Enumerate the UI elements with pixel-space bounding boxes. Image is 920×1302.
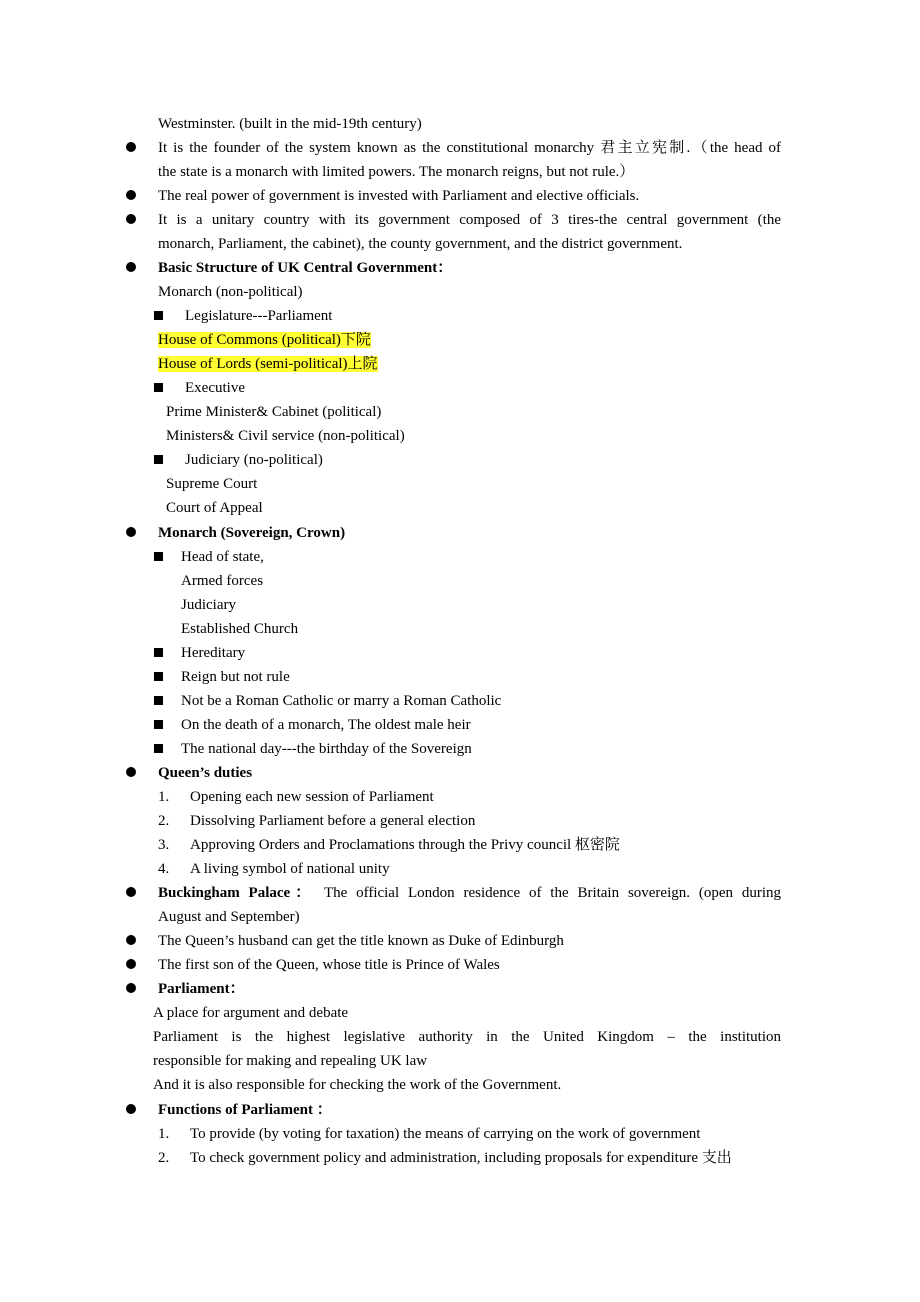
text-line: monarch, Parliament, the cabinet), the county government, and the district government.: [158, 236, 683, 252]
text-line: It is the founder of the system known as the constitutional monarchy 君主立宪制.（the head of: [158, 140, 781, 156]
bullet-dot: [126, 983, 136, 993]
bullet-dot: [126, 142, 136, 152]
section-heading: Functions of Parliament ：: [158, 1102, 332, 1118]
square-bullet: [154, 648, 163, 657]
square-bullet: [154, 383, 163, 392]
square-bullet: [154, 455, 163, 464]
section-heading: Queen’s duties: [158, 765, 253, 781]
square-bullet: [154, 311, 163, 320]
text-line: The first son of the Queen, whose title is Prince of Wales: [158, 957, 500, 973]
text-line: It is a unitary country with its government composed of 3 tires-the central government (the: [158, 212, 781, 228]
text-line: [158, 881, 781, 905]
square-bullet: [154, 552, 163, 561]
text-line: The Queen’s husband can get the title known as Duke of Edinburgh: [158, 933, 564, 949]
text-line: responsible for making and repealing UK law: [153, 1053, 428, 1069]
highlighted-text: [158, 352, 378, 376]
text-line: Court of Appeal: [166, 500, 263, 516]
bullet-dot: [126, 527, 136, 537]
list-number: 4.: [158, 861, 170, 877]
text-line: Supreme Court: [166, 476, 258, 492]
highlighted-text: [158, 328, 371, 352]
bullet-dot: [126, 767, 136, 777]
highlight-span: House of Commons (political)下院: [158, 332, 371, 348]
square-bullet: [154, 720, 163, 729]
bullet-dot: [126, 214, 136, 224]
section-heading: Parliament：: [158, 981, 245, 997]
text-line: Not be a Roman Catholic or marry a Roman Catholic: [181, 693, 502, 709]
square-bullet: [154, 672, 163, 681]
bullet-dot: [126, 1104, 136, 1114]
section-heading: Monarch (Sovereign, Crown): [158, 525, 346, 541]
bullet-dot: [126, 959, 136, 969]
text-line: Hereditary: [181, 645, 246, 661]
bullet-dot: [126, 887, 136, 897]
text-line: A place for argument and debate: [153, 1005, 349, 1021]
text-line: Armed forces: [181, 573, 264, 589]
square-bullet: [154, 696, 163, 705]
text-line: Reign but not rule: [181, 669, 290, 685]
text-line: On the death of a monarch, The oldest male heir: [181, 717, 471, 733]
list-number: 1.: [158, 1126, 170, 1142]
bullet-dot: [126, 935, 136, 945]
section-heading: Basic Structure of UK Central Government：: [158, 260, 453, 276]
highlight-span: House of Lords (semi-political)上院: [158, 356, 378, 372]
text-line: Parliament is the highest legislative authority in the United Kingdom – the institution: [153, 1029, 781, 1045]
list-item: To provide (by voting for taxation) the means of carrying on the work of government: [190, 1126, 701, 1142]
text-line: the state is a monarch with limited powers. The monarch reigns, but not rule.）: [158, 164, 635, 180]
text-line: August and September): [158, 909, 300, 925]
list-item: Opening each new session of Parliament: [190, 789, 434, 805]
list-number: 1.: [158, 789, 170, 805]
list-item: A living symbol of national unity: [190, 861, 390, 877]
inline-heading: Buckingham Palace：: [158, 885, 316, 901]
text-line: Judiciary: [181, 597, 236, 613]
inline-text: The official London residence of the Britain sovereign. (open during: [323, 885, 782, 901]
text-line: Prime Minister& Cabinet (political): [166, 404, 382, 420]
list-item: To check government policy and administration, including proposals for expenditure 支出: [190, 1150, 732, 1166]
text-line: Ministers& Civil service (non-political): [166, 428, 405, 444]
text-line: Established Church: [181, 621, 299, 637]
text-line: And it is also responsible for checking the work of the Government.: [153, 1077, 562, 1093]
bullet-dot: [126, 262, 136, 272]
list-number: 2.: [158, 1150, 170, 1166]
list-item: Dissolving Parliament before a general election: [190, 813, 476, 829]
list-number: 2.: [158, 813, 170, 829]
text-line: Westminster. (built in the mid-19th century): [158, 116, 422, 132]
list-number: 3.: [158, 837, 170, 853]
text-line: Legislature---Parliament: [185, 308, 333, 324]
text-line: Head of state,: [181, 549, 264, 565]
square-bullet: [154, 744, 163, 753]
text-line: The real power of government is invested with Parliament and elective officials.: [158, 188, 640, 204]
text-line: The national day---the birthday of the Sovereign: [181, 741, 472, 757]
text-line: Executive: [185, 380, 245, 396]
text-line: Judiciary (no-political): [185, 452, 323, 468]
list-item: Approving Orders and Proclamations through the Privy council 枢密院: [190, 837, 620, 853]
text-line: Monarch (non-political): [158, 284, 303, 300]
bullet-dot: [126, 190, 136, 200]
